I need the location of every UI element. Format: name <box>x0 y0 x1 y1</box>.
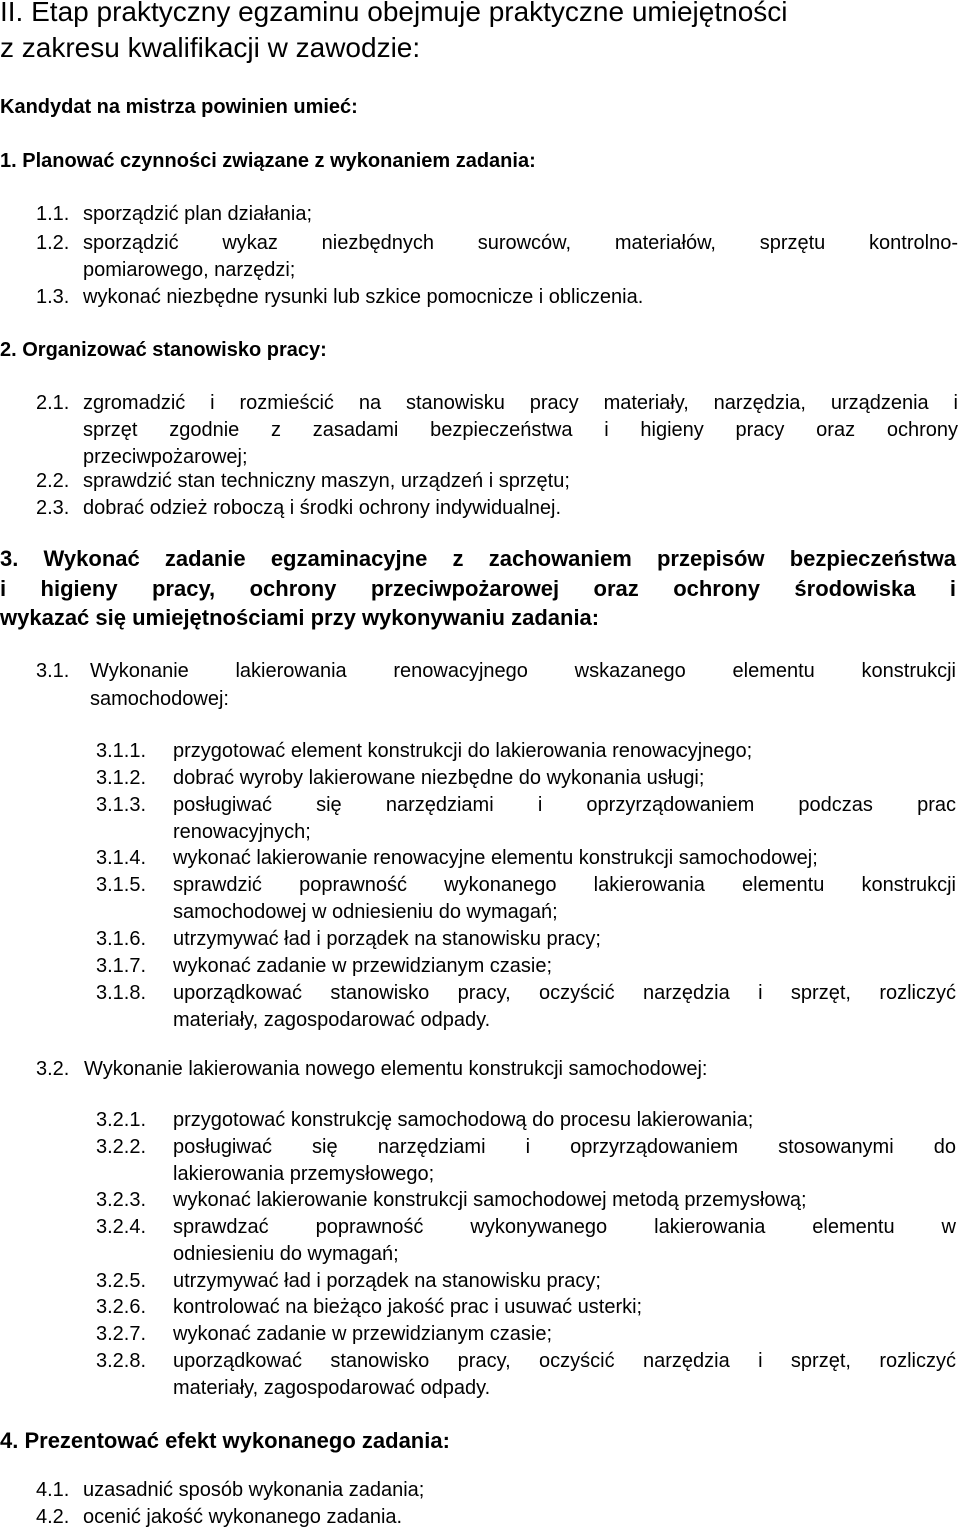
item-3-1-5-cont: samochodowej w odniesieniu do wymagań; <box>173 901 558 923</box>
item-3-2-1-text: przygotować konstrukcję samochodową do procesu lakierowania; <box>173 1109 754 1131</box>
item-3-1-6-text: utrzymywać ład i porządek na stanowisku pracy; <box>173 928 601 950</box>
item-3-1-2-text: dobrać wyroby lakierowane niezbędne do wykonania usługi; <box>173 767 705 789</box>
item-3-2-2-cont: lakierowania przemysłowego; <box>173 1163 435 1185</box>
sub-3-2-num: 3.2. <box>36 1058 70 1080</box>
item-1-2-cont: pomiarowego, narzędzi; <box>83 259 296 281</box>
item-3-1-8-cont: materiały, zagospodarować odpady. <box>173 1009 491 1031</box>
item-1-2-num: 1.2. <box>36 232 70 254</box>
sub-3-2-title: Wykonanie lakierowania nowego elementu konstrukcji samochodowej: <box>84 1058 708 1080</box>
item-3-1-3-cont: renowacyjnych; <box>173 821 311 843</box>
item-2-2-num: 2.2. <box>36 470 70 492</box>
item-1-2-text: sporządzić wykaz niezbędnych surowców, materiałów, sprzętu kontrolno- <box>83 232 958 254</box>
item-2-1-cont-1: sprzęt zgodnie z zasadami bezpieczeństwa i higieny pracy oraz ochrony <box>83 419 958 441</box>
item-3-2-1-num: 3.2.1. <box>96 1109 147 1131</box>
item-3-2-3-num: 3.2.3. <box>96 1189 147 1211</box>
item-3-2-8-num: 3.2.8. <box>96 1350 147 1372</box>
item-1-1-text: sporządzić plan działania; <box>83 203 313 225</box>
item-3-1-7-num: 3.1.7. <box>96 955 147 977</box>
item-3-1-1-num: 3.1.1. <box>96 740 147 762</box>
item-3-2-2-text: posługiwać się narzędziami i oprzyrządowaniem stosowanymi do <box>173 1136 956 1158</box>
item-3-2-6-text: kontrolować na bieżąco jakość prac i usuwać usterki; <box>173 1296 643 1318</box>
item-2-1-cont-2: przeciwpożarowej; <box>83 446 248 468</box>
item-3-2-5-num: 3.2.5. <box>96 1270 147 1292</box>
item-3-1-8-text: uporządkować stanowisko pracy, oczyścić narzędzia i sprzęt, rozliczyć <box>173 982 956 1004</box>
item-3-2-7-text: wykonać zadanie w przewidzianym czasie; <box>173 1323 553 1345</box>
item-3-1-4-text: wykonać lakierowanie renowacyjne elementu konstrukcji samochodowej; <box>173 847 818 869</box>
item-3-2-3-text: wykonać lakierowanie konstrukcji samochodowej metodą przemysłową; <box>173 1189 807 1211</box>
item-4-2-num: 4.2. <box>36 1506 70 1528</box>
item-3-1-2-num: 3.1.2. <box>96 767 147 789</box>
item-1-1-num: 1.1. <box>36 203 70 225</box>
item-3-1-3-text: posługiwać się narzędziami i oprzyrządowaniem podczas prac <box>173 794 956 816</box>
sub-3-1-title-line-2: samochodowej: <box>90 688 229 710</box>
item-1-3-text: wykonać niezbędne rysunki lub szkice pomocnicze i obliczenia. <box>83 286 644 308</box>
item-3-2-8-cont: materiały, zagospodarować odpady. <box>173 1377 491 1399</box>
item-3-1-8-num: 3.1.8. <box>96 982 147 1004</box>
item-3-1-3-num: 3.1.3. <box>96 794 147 816</box>
item-3-2-6-num: 3.2.6. <box>96 1296 147 1318</box>
item-3-1-5-text: sprawdzić poprawność wykonanego lakierowania elementu konstrukcji <box>173 874 956 896</box>
section-4-heading: 4. Prezentować efekt wykonanego zadania: <box>0 1428 450 1453</box>
section-3-heading-line-2: i higieny pracy, ochrony przeciwpożarowej oraz ochrony środowiska i <box>0 576 956 601</box>
item-3-1-1-text: przygotować element konstrukcji do lakierowania renowacyjnego; <box>173 740 753 762</box>
item-3-2-8-text: uporządkować stanowisko pracy, oczyścić narzędzia i sprzęt, rozliczyć <box>173 1350 956 1372</box>
item-3-1-7-text: wykonać zadanie w przewidzianym czasie; <box>173 955 553 977</box>
item-2-1-num: 2.1. <box>36 392 70 414</box>
item-3-1-4-num: 3.1.4. <box>96 847 147 869</box>
item-3-1-5-num: 3.1.5. <box>96 874 147 896</box>
item-2-2-text: sprawdzić stan techniczny maszyn, urządzeń i sprzętu; <box>83 470 570 492</box>
page-title-line-1: II. Etap praktyczny egzaminu obejmuje praktyczne umiejętności <box>0 0 788 27</box>
item-1-3-num: 1.3. <box>36 286 70 308</box>
page-title-line-2: z zakresu kwalifikacji w zawodzie: <box>0 32 421 63</box>
sub-3-1-num: 3.1. <box>36 660 70 682</box>
subtitle: Kandydat na mistrza powinien umieć: <box>0 96 358 118</box>
section-3-heading-line-1: 3. Wykonać zadanie egzaminacyjne z zachowaniem przepisów bezpieczeństwa <box>0 546 956 571</box>
item-4-1-num: 4.1. <box>36 1479 70 1501</box>
item-3-2-7-num: 3.2.7. <box>96 1323 147 1345</box>
section-2-heading: 2. Organizować stanowisko pracy: <box>0 339 327 361</box>
item-3-2-4-cont: odniesieniu do wymagań; <box>173 1243 399 1265</box>
item-4-1-text: uzasadnić sposób wykonania zadania; <box>83 1479 425 1501</box>
section-3-heading-line-3: wykazać się umiejętnościami przy wykonywaniu zadania: <box>0 605 600 630</box>
item-2-3-num: 2.3. <box>36 497 70 519</box>
item-3-2-4-text: sprawdzać poprawność wykonywanego lakierowania elementu w <box>173 1216 956 1238</box>
item-4-2-text: ocenić jakość wykonanego zadania. <box>83 1506 403 1528</box>
item-2-1-text: zgromadzić i rozmieścić na stanowisku pracy materiały, narzędzia, urządzenia i <box>83 392 958 414</box>
item-3-2-2-num: 3.2.2. <box>96 1136 147 1158</box>
sub-3-1-title-line-1: Wykonanie lakierowania renowacyjnego wskazanego elementu konstrukcji <box>90 660 956 682</box>
item-3-1-6-num: 3.1.6. <box>96 928 147 950</box>
item-3-2-5-text: utrzymywać ład i porządek na stanowisku pracy; <box>173 1270 601 1292</box>
item-2-3-text: dobrać odzież roboczą i środki ochrony indywidualnej. <box>83 497 562 519</box>
item-3-2-4-num: 3.2.4. <box>96 1216 147 1238</box>
section-1-heading: 1. Planować czynności związane z wykonaniem zadania: <box>0 150 536 172</box>
